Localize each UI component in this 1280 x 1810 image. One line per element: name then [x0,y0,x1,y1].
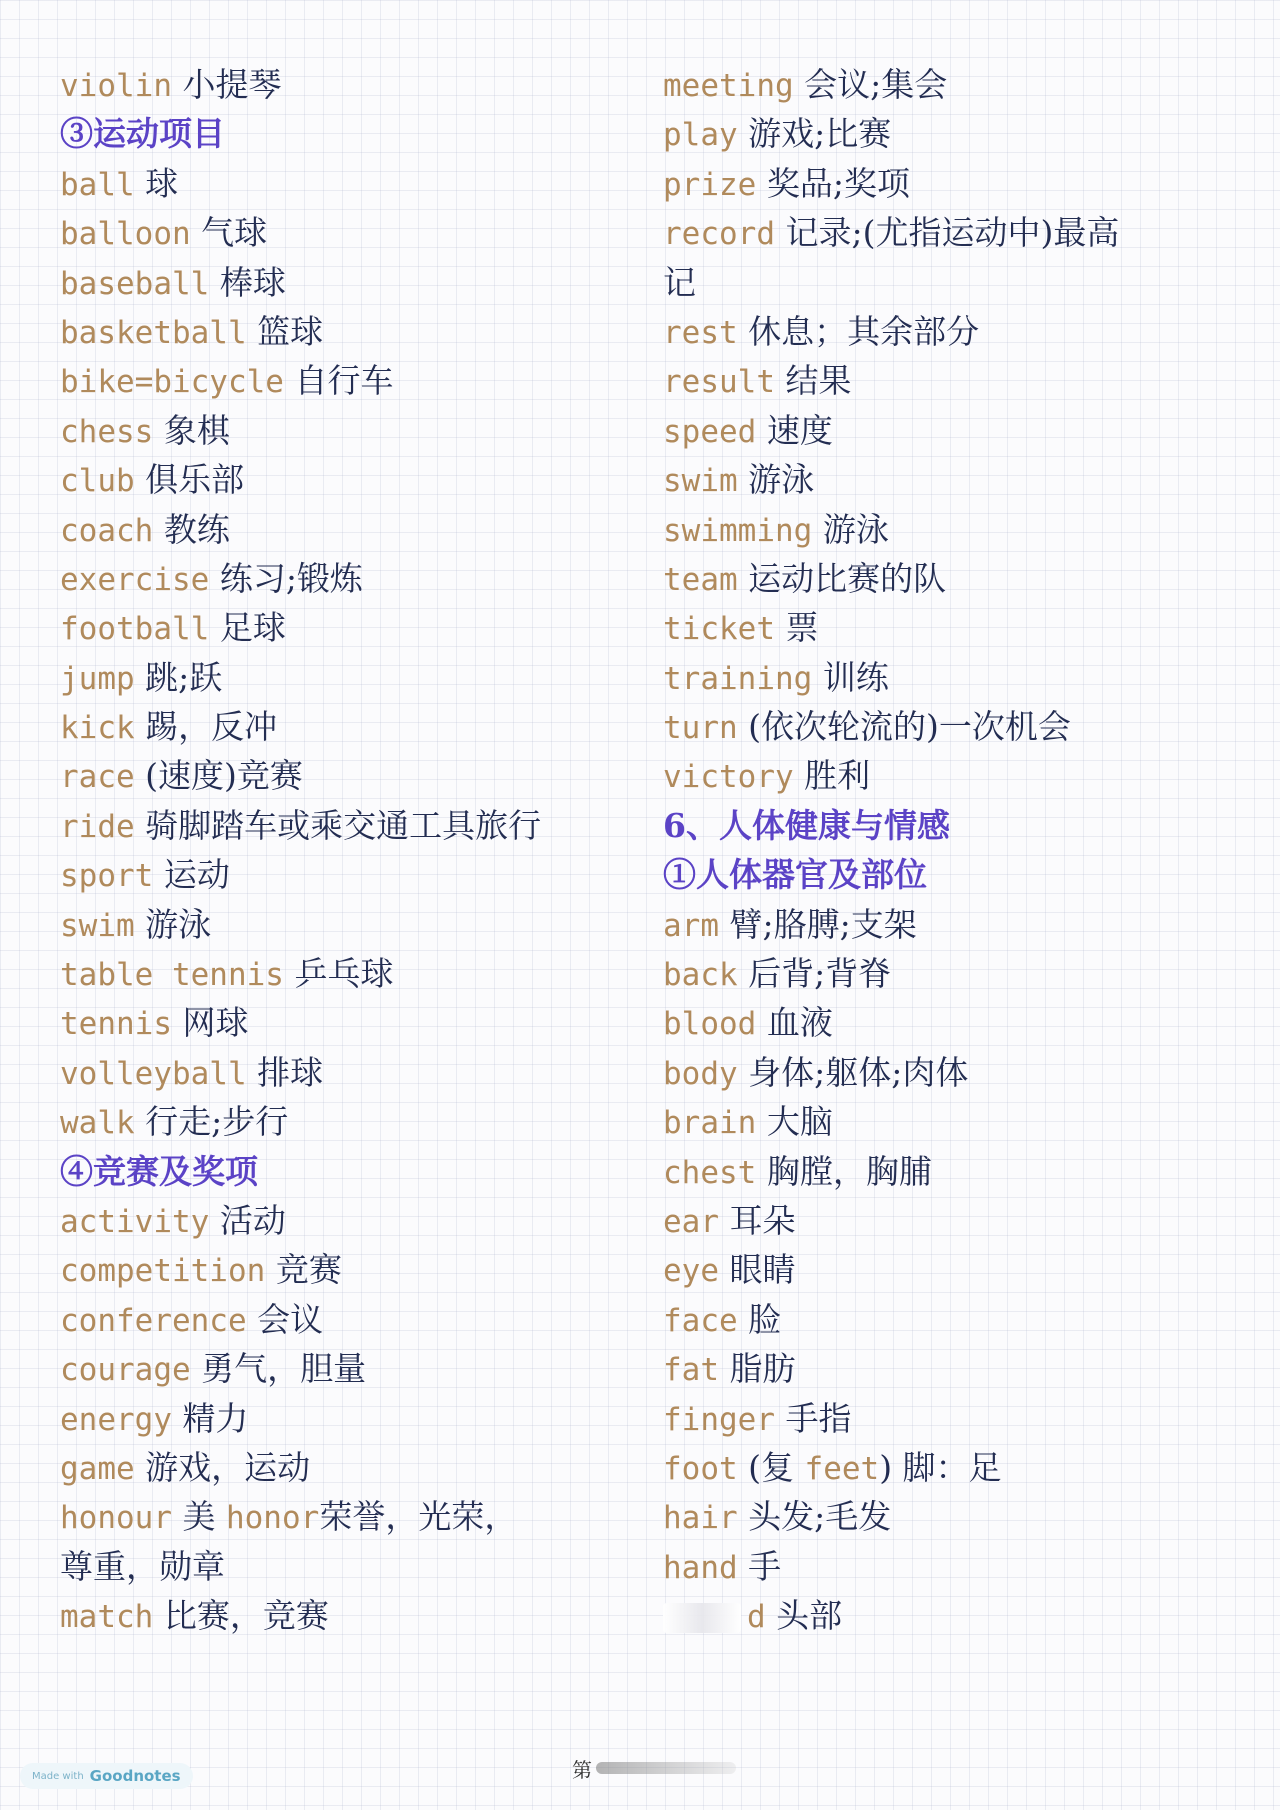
vocab-entry [663,159,1263,208]
vocab-entry [60,998,660,1047]
english-word: coach [60,512,154,549]
english-word: eye [663,1253,719,1290]
chinese-meaning: 头部 [776,1596,843,1636]
vocab-entry [663,653,1263,702]
english-word-variant: feet [804,1450,880,1487]
chinese-meaning: 气球 [201,213,268,253]
vocab-entry [60,208,660,257]
vocab-entry [60,505,660,554]
chinese-meaning: 美 [182,1497,216,1537]
chinese-meaning: 手 [748,1546,782,1586]
vocab-entry [663,1344,1263,1393]
vocab-entry [663,455,1263,504]
vocab-entry [663,208,1263,257]
vocab-entry [60,702,660,751]
english-word: face [663,1302,738,1339]
english-word: basketball [60,314,247,351]
chinese-meaning: 耳朵 [729,1200,796,1240]
section-heading [663,850,1263,899]
chinese-meaning: 足球 [219,608,286,648]
vocab-entry [60,949,660,998]
english-word: swimming [663,512,813,549]
chinese-meaning: 精力 [182,1398,249,1438]
chinese-meaning: 游泳 [748,460,815,500]
english-word: ticket [663,611,775,648]
english-word: fat [663,1352,719,1389]
english-word: record [663,216,775,253]
vocab-entry [663,60,1263,109]
chinese-meaning: 游泳 [145,904,212,944]
smudge-mark [663,1603,741,1633]
chinese-meaning: 俱乐部 [145,460,245,500]
vocab-entry [663,505,1263,554]
english-word: ear [663,1203,719,1240]
chinese-meaning: 踢，反冲 [145,707,278,747]
chinese-meaning: 勇气，胆量 [201,1349,367,1389]
vocab-entry [60,1443,660,1492]
english-word: ball [60,166,135,203]
vocab-entry [60,307,660,356]
vocab-entry [60,751,660,800]
vocab-entry [60,554,660,603]
vocab-entry [60,455,660,504]
chinese-meaning: 竞赛 [275,1250,342,1290]
goodnotes-badge[interactable] [20,1763,193,1789]
chinese-meaning: 练习;锻炼 [219,558,363,598]
chinese-meaning: 篮球 [257,311,324,351]
vocab-entry [60,1591,660,1640]
english-word: bike=bicycle [60,364,284,401]
chinese-meaning: 跳;跃 [145,657,223,697]
badge-small-text: Made with [32,1770,84,1782]
chinese-meaning: 球 [145,163,179,203]
chinese-meaning: (复 [748,1447,795,1487]
english-word: prize [663,166,757,203]
vocab-entry [663,603,1263,652]
english-word: hand [663,1549,738,1586]
vocab-entry [60,1492,660,1541]
chinese-meaning-variant: ) 脚：足 [879,1447,1002,1487]
english-word: balloon [60,216,191,253]
vocab-entry [60,653,660,702]
chinese-meaning: 身体;躯体;肉体 [748,1052,969,1092]
vocab-entry [663,1492,1263,1541]
vocab-entry [663,1245,1263,1294]
english-word: arm [663,907,719,944]
page-number [572,1752,736,1784]
english-word: energy [60,1401,172,1438]
vocab-entry [663,554,1263,603]
chinese-meaning: 票 [785,608,819,648]
vocab-entry [663,1394,1263,1443]
english-word: body [663,1055,738,1092]
english-word: swim [60,907,135,944]
chinese-meaning: (速度)竞赛 [145,756,303,796]
chinese-meaning: 运动 [163,855,230,895]
chinese-meaning: 大脑 [766,1102,833,1142]
english-word: competition [60,1253,266,1290]
vocab-entry [663,1147,1263,1196]
vocab-entry [60,1097,660,1146]
english-word: game [60,1450,135,1487]
vocab-entry [60,406,660,455]
english-word: d [747,1599,766,1636]
english-word: football [60,611,210,648]
vocab-entry [663,1542,1263,1591]
english-word: brain [663,1105,757,1142]
english-word: foot [663,1450,738,1487]
english-word: blood [663,1006,757,1043]
english-word: sport [60,858,154,895]
english-word: hair [663,1500,738,1537]
chinese-meaning: 运动比赛的队 [748,558,947,598]
chinese-meaning: 脸 [748,1299,782,1339]
chinese-meaning: 行走;步行 [145,1102,289,1142]
english-word: race [60,759,135,796]
english-word: volleyball [60,1055,247,1092]
vocab-entry [60,1295,660,1344]
english-word: kick [60,710,135,747]
page-number-blur [596,1762,736,1774]
vocab-entry [60,1048,660,1097]
english-word: tennis [60,1006,172,1043]
english-word: team [663,561,738,598]
chinese-meaning: 休息；其余部分 [748,311,980,351]
chinese-meaning: 小提琴 [182,65,282,104]
chinese-meaning: 胸膛，胸脯 [766,1151,932,1191]
chinese-meaning: 棒球 [219,262,286,302]
badge-brand-text: Goodnotes [89,1767,181,1785]
chinese-meaning: 记录;(尤指运动中)最高 [785,213,1120,253]
english-word: courage [60,1352,191,1389]
right-column [663,60,1263,1641]
vocab-entry [60,850,660,899]
vocab-entry [663,949,1263,998]
english-word: play [663,117,738,154]
english-word: jump [60,660,135,697]
vocab-entry [60,603,660,652]
vocab-entry [60,1394,660,1443]
vocab-entry [663,1443,1263,1492]
vocab-entry [663,1048,1263,1097]
english-word: swim [663,463,738,500]
vocab-entry [663,109,1263,158]
english-word: ride [60,808,135,845]
chinese-meaning: 血液 [766,1003,833,1043]
english-word: chess [60,413,154,450]
english-word: victory [663,759,794,796]
vocab-entry [663,702,1263,751]
chinese-meaning: 自行车 [294,361,394,401]
chinese-meaning-variant: 荣誉，光荣， [319,1497,518,1537]
vocab-entry [663,900,1263,949]
chinese-meaning: 活动 [219,1200,286,1240]
chinese-meaning: 骑脚踏车或乘交通工具旅行 [145,805,542,845]
chinese-meaning: 记 [663,262,696,302]
vocab-entry [663,1295,1263,1344]
section-heading-text: 6、人体健康与情感 [663,805,950,845]
english-word: exercise [60,561,210,598]
vocab-entry [60,1196,660,1245]
chinese-meaning: 教练 [163,509,230,549]
vocab-entry [60,900,660,949]
english-word: baseball [60,265,210,302]
english-word: conference [60,1302,247,1339]
english-word: match [60,1599,154,1636]
english-word: meeting [663,68,794,104]
section-heading [663,801,1263,850]
vocab-entry [60,1542,660,1591]
vocab-entry [663,998,1263,1047]
english-word: speed [663,413,757,450]
chinese-meaning: 会议;集会 [804,65,948,104]
chinese-meaning: 游戏，运动 [145,1447,311,1487]
chinese-meaning: 后背;背脊 [748,954,892,994]
chinese-meaning: 头发;毛发 [748,1497,892,1537]
chinese-meaning: 结果 [785,361,852,401]
chinese-meaning: 游泳 [822,509,889,549]
vocab-entry [663,1196,1263,1245]
chinese-meaning: 脂肪 [729,1349,796,1389]
vocab-entry [60,258,660,307]
vocab-entry [663,406,1263,455]
english-word: table tennis [60,957,284,994]
vocab-entry [60,801,660,850]
section-heading-text: ①人体器官及部位 [663,855,927,895]
vocab-entry [60,159,660,208]
left-column [60,60,660,1641]
chinese-meaning: 手指 [785,1398,852,1438]
english-word: activity [60,1203,210,1240]
english-word: finger [663,1401,775,1438]
chinese-meaning: 尊重，勋章 [60,1546,225,1586]
english-word: chest [663,1154,757,1191]
vocab-entry [663,1097,1263,1146]
chinese-meaning: (依次轮流的)一次机会 [748,707,1071,747]
chinese-meaning: 臂;胳膊;支架 [729,904,917,944]
english-word: training [663,660,813,697]
chinese-meaning: 排球 [257,1052,324,1092]
vocab-entry [663,258,1263,307]
english-word: violin [60,68,172,104]
chinese-meaning: 训练 [822,657,889,697]
chinese-meaning: 游戏;比赛 [748,114,892,154]
chinese-meaning: 乒乓球 [294,954,394,994]
english-word: honour [60,1500,172,1537]
page-number-label: 第 [572,1757,592,1782]
vocab-entry [60,1344,660,1393]
english-word: rest [663,314,738,351]
chinese-meaning: 速度 [766,410,833,450]
vocab-entry [60,60,660,109]
section-heading-text: ③运动项目 [60,114,225,154]
english-word: result [663,364,775,401]
vocab-entry [663,356,1263,405]
english-word: turn [663,710,738,747]
chinese-meaning: 会议 [257,1299,324,1339]
english-word: club [60,463,135,500]
vocab-entry [663,307,1263,356]
vocab-entry [663,1591,1263,1640]
chinese-meaning: 比赛，竞赛 [163,1596,329,1636]
chinese-meaning: 奖品;奖项 [766,163,910,203]
vocab-entry [60,356,660,405]
english-word-variant: honor [225,1500,320,1537]
chinese-meaning: 眼睛 [729,1250,796,1290]
section-heading-text: ④竞赛及奖项 [60,1151,258,1191]
vocab-entry [663,751,1263,800]
section-heading [60,109,660,158]
chinese-meaning: 网球 [182,1003,249,1043]
chinese-meaning: 象棋 [163,410,230,450]
section-heading [60,1147,660,1196]
vocab-entry [60,1245,660,1294]
english-word: walk [60,1105,135,1142]
chinese-meaning: 胜利 [804,756,871,796]
english-word: back [663,957,738,994]
